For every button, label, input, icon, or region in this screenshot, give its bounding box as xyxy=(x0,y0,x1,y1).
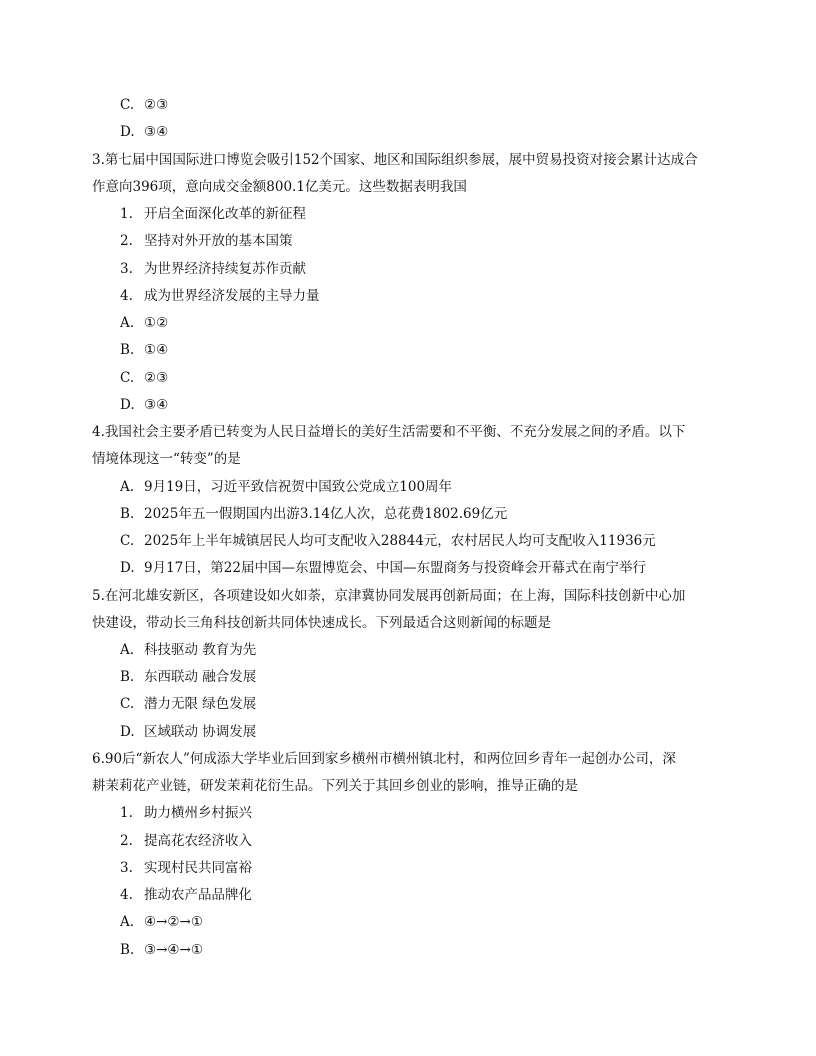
option-label: B. xyxy=(120,342,135,358)
option-text: 9月17日，第22届中国—东盟博览会、中国—东盟商务与投资峰会开幕式在南宁举行 xyxy=(144,560,646,576)
statement-text: 开启全面深化改革的新征程 xyxy=(144,206,306,222)
statement-label: 4. xyxy=(120,288,133,304)
option-label: D. xyxy=(120,724,135,740)
statement-text: 提高花农经济收入 xyxy=(144,833,252,849)
option-text: ②③ xyxy=(144,370,169,386)
option-text: ③→④→① xyxy=(144,942,203,958)
q6-option-a xyxy=(120,912,203,932)
option-label: A. xyxy=(120,914,135,930)
option-text: 9月19日，习近平致信祝贺中国致公党成立100周年 xyxy=(144,479,453,495)
option-text: ③④ xyxy=(144,397,169,413)
q3-option-b xyxy=(120,340,168,360)
q6-option-b xyxy=(120,940,203,960)
statement-label: 3. xyxy=(120,860,133,876)
q2-option-c xyxy=(120,95,168,115)
statement-text: 为世界经济持续复苏作贡献 xyxy=(144,261,306,277)
q5-stem-line2: 快建设，带动长三角科技创新共同体快速成长。下列最适合这则新闻的标题是 xyxy=(92,615,551,631)
option-text: ①④ xyxy=(144,342,169,358)
option-text: 东西联动 融合发展 xyxy=(144,669,257,685)
option-label: D. xyxy=(120,124,135,140)
q6-statement-4 xyxy=(120,885,252,905)
q3-statement-2 xyxy=(120,231,293,251)
statement-label: 2. xyxy=(120,833,133,849)
q6-stem-line1: 6.90后“新农人”何成添大学毕业后回到家乡横州市横州镇北村，和两位回乡青年一起创办公司，深 xyxy=(92,751,676,767)
q4-stem-line1: 4.我国社会主要矛盾已转变为人民日益增长的美好生活需要和不平衡、不充分发展之间的矛盾。以下 xyxy=(92,424,686,440)
q4-option-d xyxy=(120,558,646,578)
option-label: D. xyxy=(120,560,135,576)
option-label: C. xyxy=(120,370,135,386)
q3-option-a xyxy=(120,313,168,333)
q4-stem-line2: 情境体现这一“转变”的是 xyxy=(92,451,241,467)
q3-stem-line2: 作意向396项，意向成交金额800.1亿美元。这些数据表明我国 xyxy=(92,179,467,195)
q5-option-a xyxy=(120,640,256,660)
statement-label: 1. xyxy=(120,206,133,222)
option-label: B. xyxy=(120,669,135,685)
statement-text: 推动农产品品牌化 xyxy=(144,887,252,903)
option-text: ①② xyxy=(144,315,169,331)
statement-label: 3. xyxy=(120,261,133,277)
statement-text: 成为世界经济发展的主导力量 xyxy=(144,288,320,304)
option-label: D. xyxy=(120,397,135,413)
q5-option-c xyxy=(120,694,256,714)
q3-stem-line1: 3.第七届中国国际进口博览会吸引152个国家、地区和国际组织参展，展中贸易投资对接会累计达成合 xyxy=(92,152,698,168)
q3-statement-3 xyxy=(120,259,306,279)
option-label: A. xyxy=(120,315,135,331)
statement-label: 4. xyxy=(120,887,133,903)
option-label: C. xyxy=(120,533,135,549)
statement-label: 2. xyxy=(120,233,133,249)
q4-option-c xyxy=(120,531,656,551)
statement-text: 实现村民共同富裕 xyxy=(144,860,252,876)
option-text: ②③ xyxy=(144,97,169,113)
option-text: 2025年五一假期国内出游3.14亿人次，总花费1802.69亿元 xyxy=(144,506,508,522)
q2-option-d xyxy=(120,122,168,142)
q3-option-d xyxy=(120,395,168,415)
q5-option-d xyxy=(120,722,256,742)
option-label: B. xyxy=(120,942,135,958)
option-label: A. xyxy=(120,479,135,495)
q6-statement-3 xyxy=(120,858,252,878)
q3-statement-1 xyxy=(120,204,306,224)
option-label: C. xyxy=(120,97,135,113)
statement-text: 坚持对外开放的基本国策 xyxy=(144,233,293,249)
option-text: ③④ xyxy=(144,124,169,140)
option-text: 潜力无限 绿色发展 xyxy=(144,696,257,712)
option-label: B. xyxy=(120,506,135,522)
option-label: C. xyxy=(120,696,135,712)
q5-option-b xyxy=(120,667,256,687)
q6-stem-line2: 耕茉莉花产业链，研发茉莉花衍生品。下列关于其回乡创业的影响，推导正确的是 xyxy=(92,778,578,794)
option-text: 科技驱动 教育为先 xyxy=(144,642,257,658)
q3-option-c xyxy=(120,368,168,388)
q6-statement-2 xyxy=(120,831,252,851)
statement-text: 助力横州乡村振兴 xyxy=(144,805,252,821)
q6-statement-1 xyxy=(120,803,252,823)
option-text: ④→②→① xyxy=(144,914,203,930)
statement-label: 1. xyxy=(120,805,133,821)
q3-statement-4 xyxy=(120,286,320,306)
q5-stem-line1: 5.在河北雄安新区，各项建设如火如荼，京津冀协同发展再创新局面；在上海，国际科技创新中心加 xyxy=(92,588,686,604)
option-text: 区域联动 协调发展 xyxy=(144,724,257,740)
option-text: 2025年上半年城镇居民人均可支配收入28844元，农村居民人均可支配收入11936元 xyxy=(144,533,656,549)
q4-option-a xyxy=(120,477,452,497)
q4-option-b xyxy=(120,504,507,524)
option-label: A. xyxy=(120,642,135,658)
